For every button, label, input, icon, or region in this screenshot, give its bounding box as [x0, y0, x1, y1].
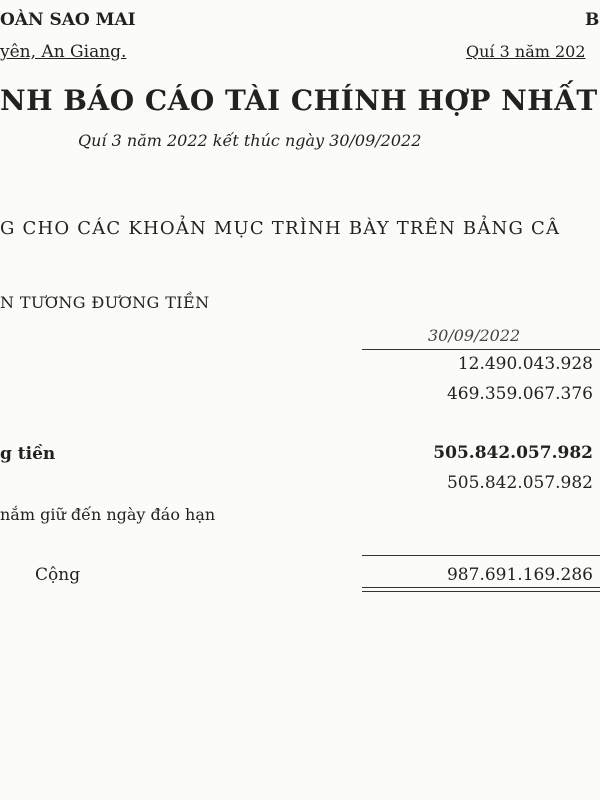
total-top-rule — [362, 555, 600, 556]
report-subtitle: Quí 3 năm 2022 kết thúc ngày 30/09/2022 — [78, 131, 422, 150]
row-value: 469.359.067.376 — [446, 384, 593, 404]
company-address: yên, An Giang. — [0, 42, 127, 62]
company-name: OÀN SAO MAI — [0, 10, 136, 30]
report-period: Quí 3 năm 202 — [466, 42, 586, 61]
column-header-rule — [362, 349, 600, 350]
row-value: 12.490.043.928 — [457, 354, 593, 374]
row-label: nắm giữ đến ngày đáo hạn — [0, 505, 216, 524]
total-label: Cộng — [35, 565, 81, 585]
column-header-date: 30/09/2022 — [428, 326, 521, 345]
row-label: g tiền — [0, 444, 56, 464]
total-double-rule-2 — [362, 591, 600, 592]
section-heading: G CHO CÁC KHOẢN MỤC TRÌNH BÀY TRÊN BẢNG CÂ — [0, 218, 561, 239]
section-subheading: N TƯƠNG ĐƯƠNG TIỀN — [0, 293, 210, 312]
total-double-rule-1 — [362, 587, 600, 588]
report-code: B — [585, 10, 600, 30]
report-title: NH BÁO CÁO TÀI CHÍNH HỢP NHẤT — [0, 84, 598, 117]
total-value: 987.691.169.286 — [446, 565, 593, 585]
row-value: 505.842.057.982 — [433, 443, 593, 463]
row-value: 505.842.057.982 — [446, 473, 593, 493]
